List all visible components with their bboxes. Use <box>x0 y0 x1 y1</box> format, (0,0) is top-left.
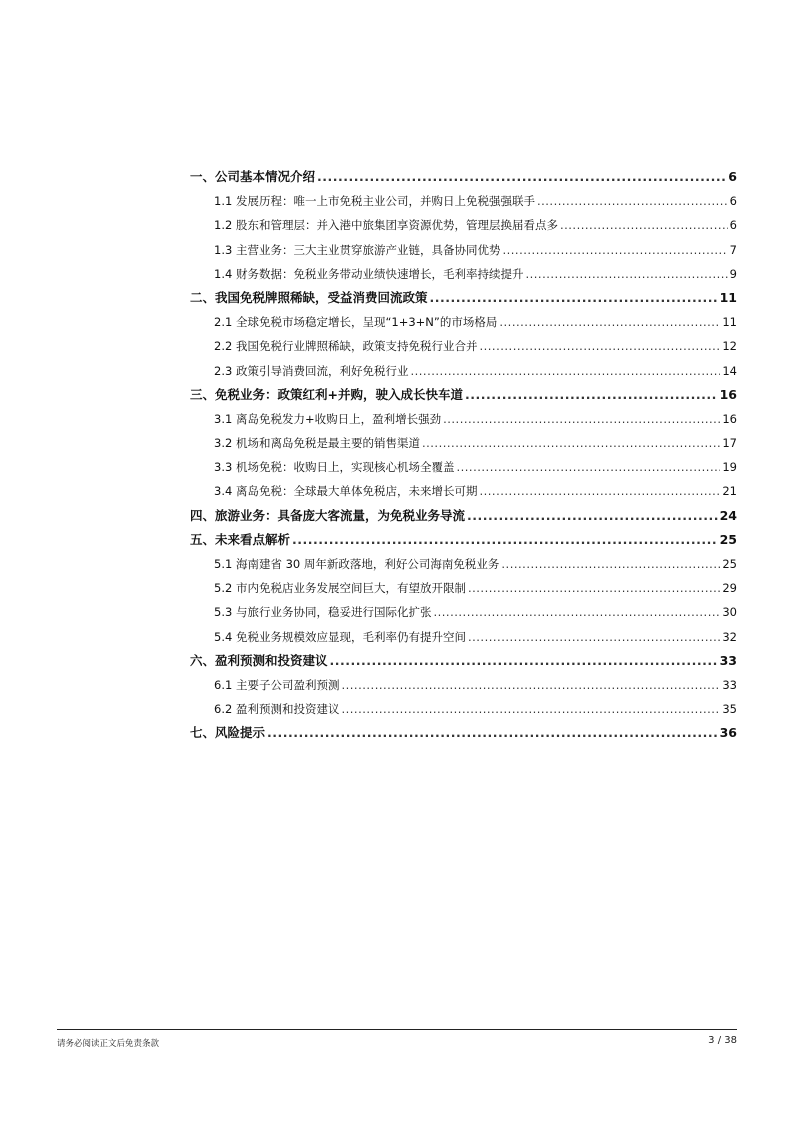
toc-leader <box>467 504 718 528</box>
toc-page: 32 <box>722 629 737 644</box>
toc-title: 5.1 海南建省 30 周年新政落地，利好公司海南免税业务 <box>214 557 500 571</box>
toc-page: 16 <box>719 386 737 402</box>
toc-leader <box>410 359 720 383</box>
toc-entry[interactable] <box>190 576 737 600</box>
toc-entry[interactable] <box>190 479 737 503</box>
toc-title: 3.1 离岛免税发力+收购日上，盈利增长强劲 <box>214 411 442 426</box>
toc-entry[interactable] <box>190 431 737 455</box>
toc-title: 5.3 与旅行业务协同，稳妥进行国际化扩张 <box>214 605 432 620</box>
toc-leader <box>468 576 720 600</box>
toc-page: 7 <box>729 242 737 257</box>
toc-page: 12 <box>722 339 737 354</box>
toc-page: 19 <box>722 460 737 475</box>
toc-title: 5.4 免税业务规模效应显现，毛利率仍有提升空间 <box>214 629 466 644</box>
toc-page: 21 <box>722 484 737 499</box>
toc-title: 七、风险提示 <box>190 725 266 741</box>
page-indicator: 3 / 38 <box>708 1035 737 1046</box>
toc-leader <box>465 383 718 407</box>
toc-page: 9 <box>729 266 737 281</box>
toc-page: 6 <box>729 218 737 233</box>
toc-leader <box>330 649 718 673</box>
toc-leader <box>430 286 718 310</box>
toc-entry[interactable] <box>190 504 737 528</box>
toc-title: 1.3 主营业务：三大主业贯穿旅游产业链，具备协同优势 <box>214 242 501 257</box>
toc-leader <box>502 238 727 262</box>
toc-leader <box>422 431 720 455</box>
toc-page: 33 <box>719 652 737 668</box>
toc-entry[interactable] <box>190 286 737 310</box>
toc-leader <box>456 455 720 479</box>
table-of-contents <box>190 165 737 746</box>
toc-page: 6 <box>728 169 737 184</box>
toc-leader <box>499 310 720 334</box>
toc-title: 1.2 股东和管理层：并入港中旅集团享资源优势，管理层换届看点多 <box>214 218 558 233</box>
toc-title: 2.3 政策引导消费回流，利好免税行业 <box>214 363 409 378</box>
toc-leader <box>525 262 727 286</box>
toc-title: 1.4 财务数据：免税业务带动业绩快速增长，毛利率持续提升 <box>214 266 524 281</box>
toc-leader <box>341 697 720 721</box>
toc-title: 四、旅游业务：具备庞大客流量，为免税业务导流 <box>190 507 466 523</box>
toc-page: 25 <box>722 557 737 571</box>
toc-leader <box>317 165 726 189</box>
toc-page: 24 <box>719 507 737 523</box>
toc-entry[interactable] <box>190 528 737 552</box>
toc-page: 11 <box>722 315 737 330</box>
toc-entry[interactable] <box>190 649 737 673</box>
toc-entry[interactable] <box>190 383 737 407</box>
toc-title: 五、未来看点解析 <box>190 531 291 547</box>
toc-entry[interactable] <box>190 455 737 479</box>
toc-leader <box>267 721 718 745</box>
footer-disclaimer: 请务必阅读正文后免责条款 <box>57 1039 160 1049</box>
toc-leader <box>443 407 720 431</box>
toc-title: 二、我国免税牌照稀缺，受益消费回流政策 <box>190 289 428 305</box>
toc-title: 3.4 离岛免税：全球最大单体免税店，未来增长可期 <box>214 484 478 499</box>
toc-title: 6.1 主要子公司盈利预测 <box>214 677 340 692</box>
toc-entry[interactable] <box>190 213 737 237</box>
toc-page: 11 <box>719 289 737 305</box>
toc-title: 6.2 盈利预测和投资建议 <box>214 702 340 717</box>
toc-leader <box>479 479 720 503</box>
toc-title: 2.2 我国免税行业牌照稀缺，政策支持免税行业合并 <box>214 339 478 354</box>
toc-entry[interactable] <box>190 359 737 383</box>
toc-entry[interactable] <box>190 407 737 431</box>
toc-entry[interactable] <box>190 334 737 358</box>
toc-entry[interactable] <box>190 262 737 286</box>
toc-page: 17 <box>722 436 737 451</box>
toc-entry[interactable] <box>190 697 737 721</box>
toc-entry[interactable] <box>190 600 737 624</box>
toc-title: 1.1 发展历程：唯一上市免税主业公司，并购日上免税强强联手 <box>214 194 535 209</box>
toc-entry[interactable] <box>190 552 737 576</box>
toc-entry[interactable] <box>190 238 737 262</box>
toc-entry[interactable] <box>190 165 737 189</box>
toc-page: 25 <box>719 531 737 547</box>
toc-page: 30 <box>722 605 737 620</box>
toc-leader <box>560 213 728 237</box>
toc-entry[interactable] <box>190 310 737 334</box>
toc-page: 36 <box>719 725 737 741</box>
toc-title: 3.2 机场和离岛免税是最主要的销售渠道 <box>214 436 420 451</box>
toc-leader <box>433 600 720 624</box>
toc-entry[interactable] <box>190 189 737 213</box>
toc-page: 6 <box>729 194 737 209</box>
toc-title: 3.3 机场免税：收购日上，实现核心机场全覆盖 <box>214 460 455 475</box>
toc-leader <box>479 334 720 358</box>
toc-title: 5.2 市内免税店业务发展空间巨大，有望放开限制 <box>214 581 466 596</box>
toc-page: 14 <box>722 363 737 378</box>
toc-page: 35 <box>722 702 737 717</box>
toc-title: 六、盈利预测和投资建议 <box>190 652 328 668</box>
toc-leader <box>468 625 720 649</box>
toc-entry[interactable] <box>190 673 737 697</box>
toc-title: 一、公司基本情况介绍 <box>190 169 316 184</box>
toc-leader <box>501 552 720 576</box>
toc-page: 16 <box>722 411 737 426</box>
footer-divider <box>57 1029 737 1030</box>
toc-title: 2.1 全球免税市场稳定增长，呈现“1+3+N”的市场格局 <box>214 315 498 330</box>
toc-leader <box>537 189 728 213</box>
toc-entry[interactable] <box>190 721 737 745</box>
toc-leader <box>341 673 720 697</box>
toc-page: 33 <box>722 677 737 692</box>
toc-title: 三、免税业务：政策红利+并购，驶入成长快车道 <box>190 386 463 402</box>
toc-page: 29 <box>722 581 737 596</box>
toc-leader <box>292 528 718 552</box>
toc-entry[interactable] <box>190 625 737 649</box>
